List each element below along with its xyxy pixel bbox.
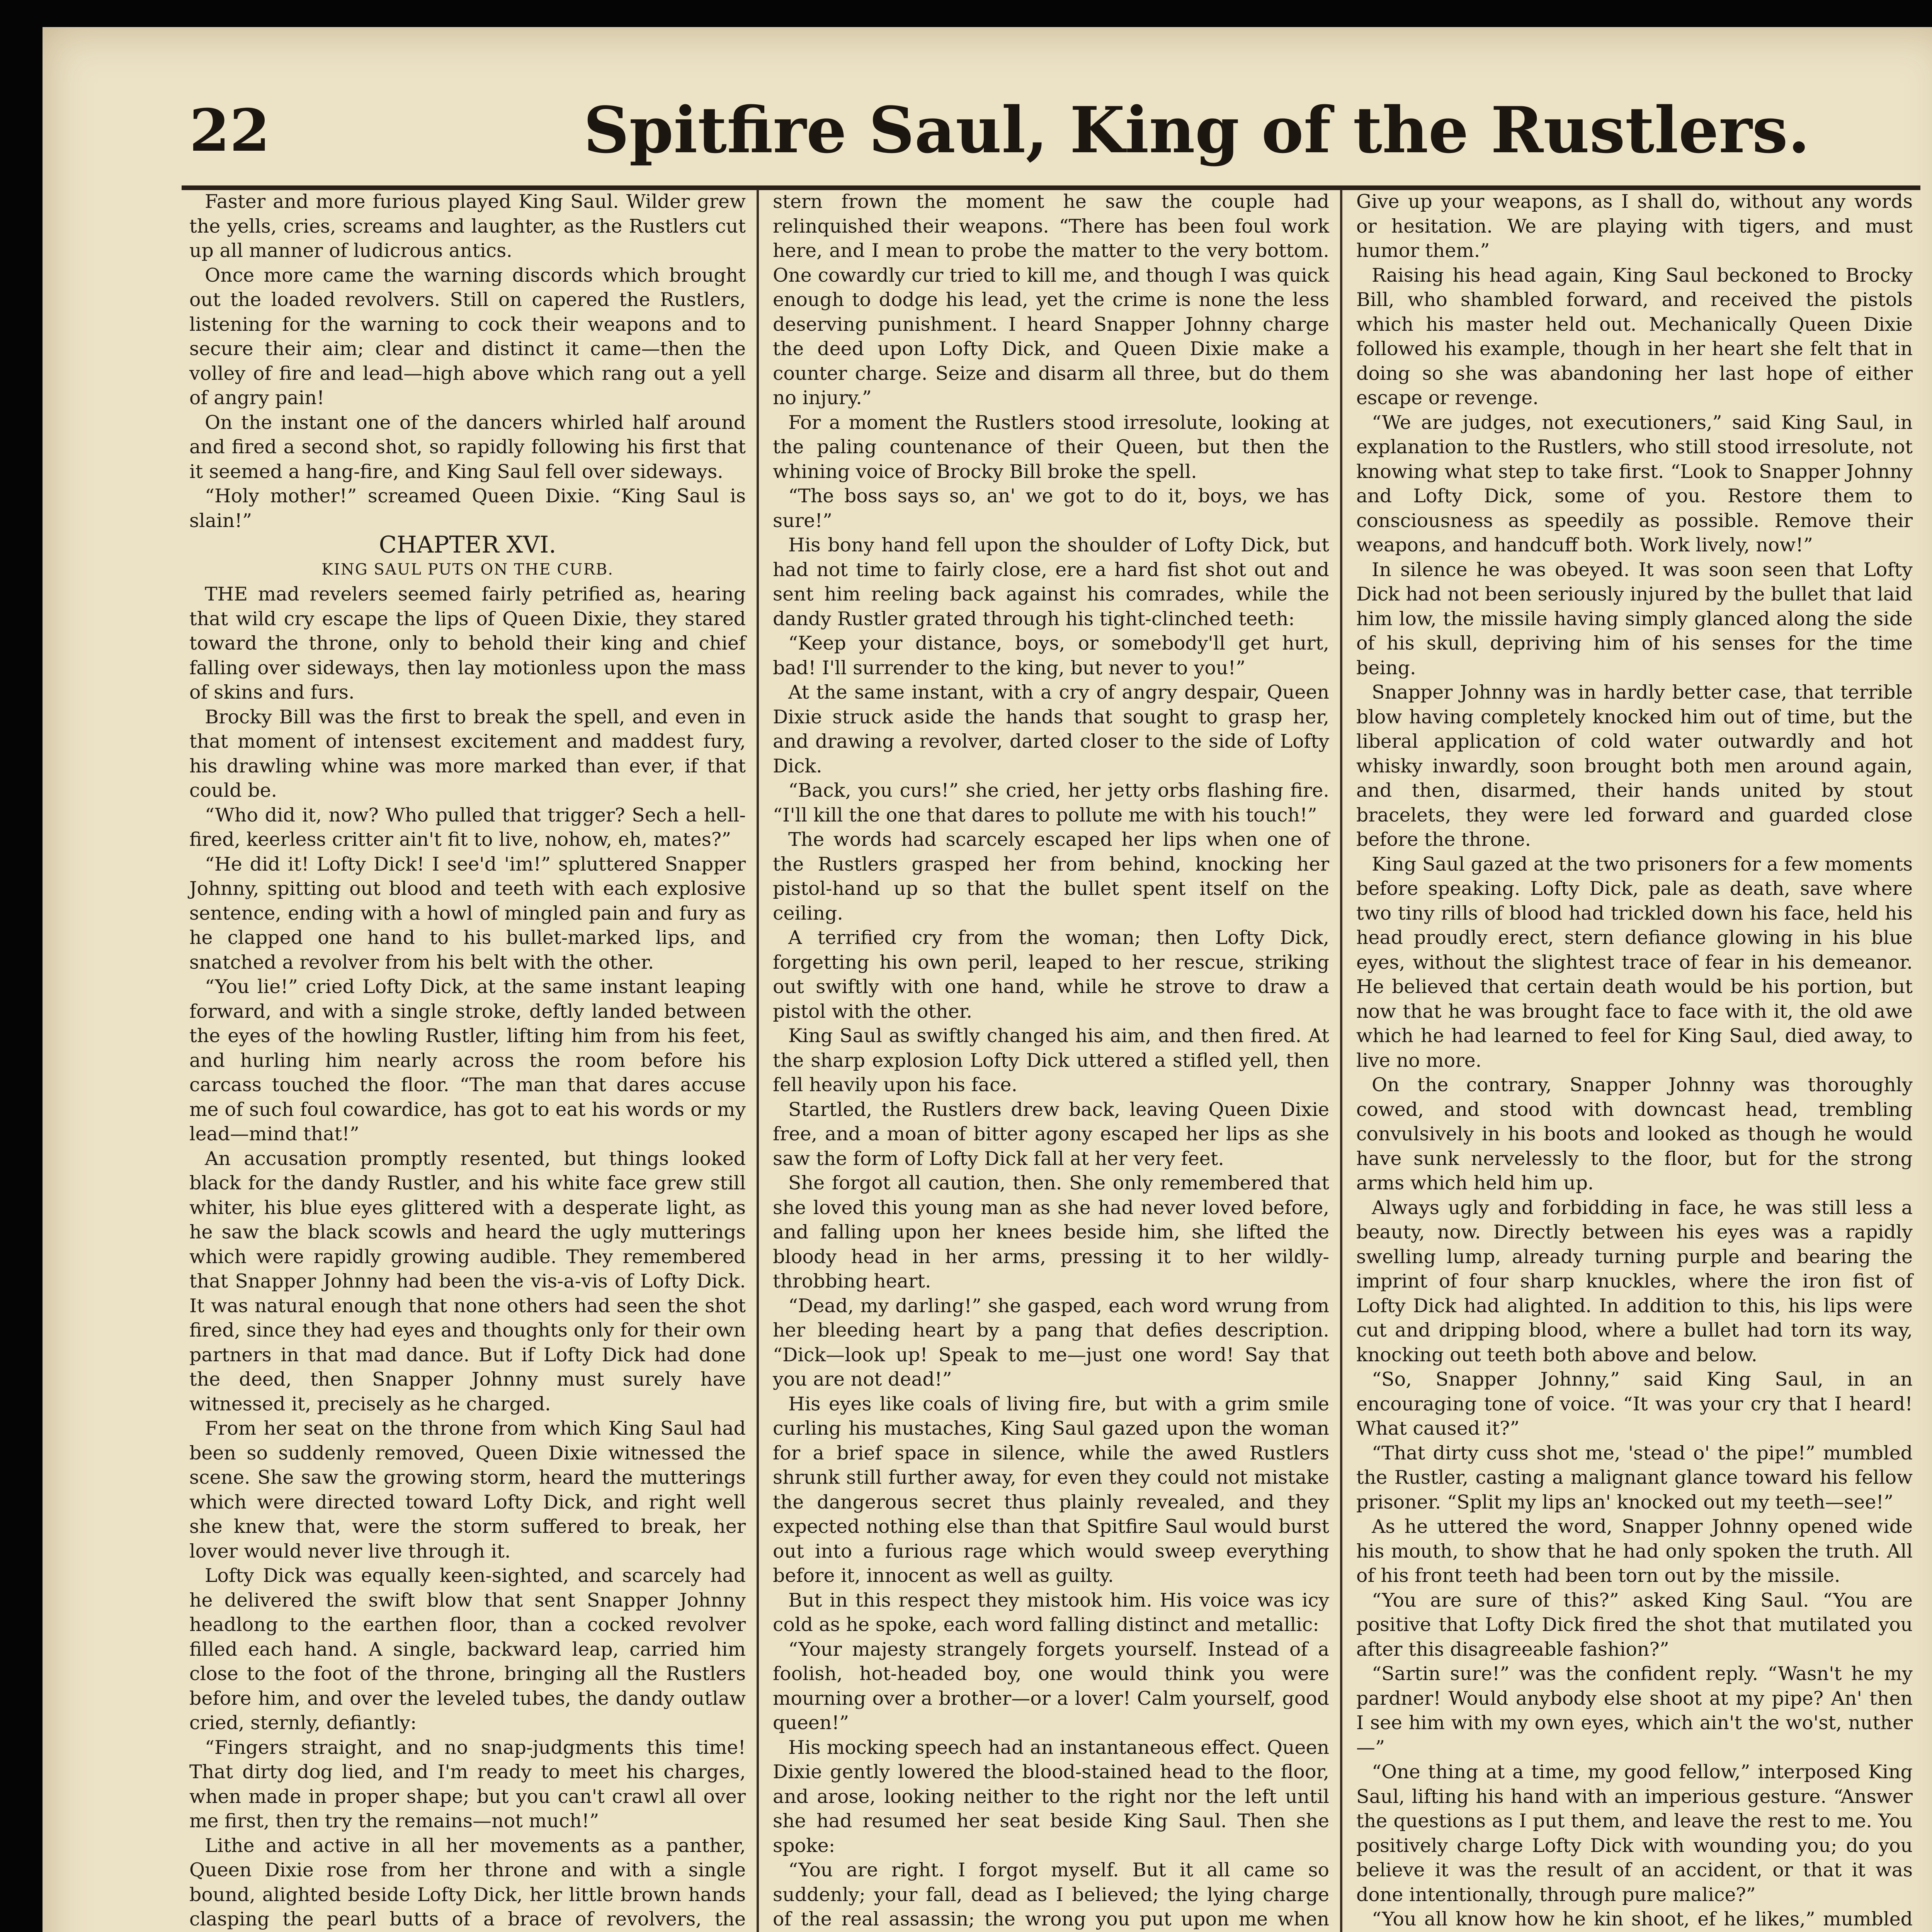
paragraph: For a moment the Rustlers stood irresolute, looking at the paling countenance of their Queen, but then the whining voice of Brocky Bill broke the spell. (773, 411, 1329, 483)
newspaper-page (43, 27, 1932, 1932)
text-column-1 (189, 189, 746, 1932)
paragraph: On the instant one of the dancers whirled half around and fired a second shot, so rapidly following his first that it seemed a hang-fire, and King Saul fell over sideways. (189, 411, 746, 483)
paragraph: His mocking speech had an instantaneous effect. Queen Dixie gently lowered the blood-stained head to the floor, and arose, looking neither to the right nor the left until she had resumed her seat beside King Saul. Then she spoke: (773, 1736, 1329, 1857)
paragraph: Lofty Dick was equally keen-sighted, and scarcely had he delivered the swift blow that sent Snapper Johnny headlong to the earthen floor, than a cocked revolver filled each hand. A single, backward leap, carried him close to the foot of the throne, bringing all the Rustlers before him, and over the leveled tubes, the dandy outlaw cried, sternly, defiantly: (189, 1565, 746, 1734)
paragraph: “You are sure of this?” asked King Saul. “You are positive that Lofty Dick fired the shot that mutilated you after this disagreeable fashion?” (1356, 1589, 1913, 1660)
paragraph: In silence he was obeyed. It was soon seen that Lofty Dick had not been seriously injured by the bullet that laid him low, the missile having simply glanced along the side of his skull, depriving him of his senses for the time being. (1356, 558, 1913, 679)
paragraph: “Your majesty strangely forgets yourself. Instead of a foolish, hot-headed boy, one would think you were mourning over a brother—or a lover! Calm yourself, good queen!” (773, 1638, 1329, 1734)
paragraph: “We are judges, not executioners,” said King Saul, in explanation to the Rustlers, who still stood irresolute, not knowing what step to take first. “Look to Snapper Johnny and Lofty Dick, some of you. Restore them to consciousness as speedily as possible. Remove their weapons, and handcuff both. Work lively, now!” (1356, 411, 1913, 556)
paragraph: The words had scarcely escaped her lips when one of the Rustlers grasped her from behind, knocking her pistol-hand up so that the bullet spent itself on the ceiling. (773, 828, 1329, 924)
paragraph: She forgot all caution, then. She only remembered that she loved this young man as she had never loved before, and falling upon her knees beside him, she lifted the bloody head in her arms, pressing it to her wildly-throbbing heart. (773, 1172, 1329, 1292)
page-header (43, 70, 1932, 167)
paragraph: At the same instant, with a cry of angry despair, Queen Dixie struck aside the hands that sought to grasp her, and drawing a revolver, darted closer to the side of Lofty Dick. (773, 681, 1329, 777)
paragraph: Faster and more furious played King Saul. Wilder grew the yells, cries, screams and laughter, as the Rustlers cut up all manner of ludicrous antics. (189, 190, 746, 262)
paragraph: Once more came the warning discords which brought out the loaded revolvers. Still on capered the Rustlers, listening for the warning to cock their weapons and to secure their aim; clear and distinct it came—then the volley of fire and lead—high above which rang out a yell of angry pain! (189, 264, 746, 409)
paragraph: His bony hand fell upon the shoulder of Lofty Dick, but had not time to fairly close, ere a hard fist shot out and sent him reeling back against his comrades, while the dandy Rustler grated through his tight-clinched teeth: (773, 534, 1329, 630)
paragraph: King Saul as swiftly changed his aim, and then fired. At the sharp explosion Lofty Dick uttered a stifled yell, then fell heavily upon his face. (773, 1025, 1329, 1096)
paragraph: Brocky Bill was the first to break the spell, and even in that moment of intensest excitement and maddest fury, his drawling whine was more marked than ever, if that could be. (189, 706, 746, 801)
paragraph: “Who did it, now? Who pulled that trigger? Sech a hell-fired, keerless critter ain't fit to live, nohow, eh, mates?” (189, 804, 746, 850)
paragraph: stern frown the moment he saw the couple had relinquished their weapons. “There has been foul work here, and I mean to probe the matter to the very bottom. One cowardly cur tried to kill me, and though I was quick enough to dodge his lead, yet the crime is none the less deserving punishment. I heard Snapper Johnny charge the deed upon Lofty Dick, and Queen Dixie make a counter charge. Seize and disarm all three, but do them no injury.” (773, 190, 1329, 409)
paragraph: “Fingers straight, and no snap-judgments this time! That dirty dog lied, and I'm ready to meet his charges, when made in proper shape; but you can't crawl all over me first, then try the remains—not much!” (189, 1736, 746, 1832)
text-column-3 (1356, 189, 1913, 1932)
paragraph: “One thing at a time, my good fellow,” interposed King Saul, lifting his hand with an imperious gesture. “Answer the questions as I put them, and leave the rest to me. You positively charge Lofty Dick with wounding you; do you believe it was the result of an accident, or that it was done intentionally, through pure malice?” (1356, 1761, 1913, 1906)
paragraph: From her seat on the throne from which King Saul had been so suddenly removed, Queen Dixie witnessed the scene. She saw the growing storm, heard the mutterings which were directed toward Lofty Dick, and right well she knew that, were the storm suffered to break, her lover would never live through it. (189, 1417, 746, 1562)
paragraph: “So, Snapper Johnny,” said King Saul, in an encouraging tone of voice. “It was your cry that I heard! What caused it?” (1356, 1368, 1913, 1439)
paragraph: As he uttered the word, Snapper Johnny opened wide his mouth, to show that he had only spoken the truth. All of his front teeth had been torn out by the missile. (1356, 1515, 1913, 1587)
paragraph: “You all know how he kin shoot, ef he likes,” mumbled (1372, 1908, 1913, 1930)
paragraph: King Saul gazed at the two prisoners for a few moments before speaking. Lofty Dick, pale as death, save where two tiny rills of blood had trickled down his face, held his head proudly erect, stern defiance glowing in his blue eyes, without the slightest trace of fear in his demeanor. He believed that certain death would be his portion, but now that he was brought face to face with it, the old awe which he had learned to feel for King Saul, died away, to live no more. (1356, 853, 1913, 1071)
paragraph: Lithe and active in all her movements as a panther, Queen Dixie rose from her throne and with a single bound, alighted beside Lofty Dick, her little brown hands clasping the pearl butts of a brace of revolvers, the (189, 1834, 746, 1930)
paragraph: “You are right. I forgot myself. But it all came so suddenly; your fall, dead as I believed; the lying charge of the real assassin; the wrong you put upon me when (773, 1859, 1329, 1930)
paragraph: “Keep your distance, boys, or somebody'll get hurt, bad! I'll surrender to the king, but never to you!” (773, 632, 1329, 679)
paragraph: “Holy mother!” screamed Queen Dixie. “King Saul is slain!” (189, 485, 746, 532)
paragraph: “The boss says so, an' we got to do it, boys, we has sure!” (773, 485, 1329, 532)
chapter-heading: CHAPTER XVI. (379, 531, 556, 558)
paragraph: But in this respect they mistook him. His voice was icy cold as he spoke, each word falling distinct and metallic: (773, 1589, 1329, 1636)
paragraph: “You lie!” cried Lofty Dick, at the same instant leaping forward, and with a single stroke, deftly landed between the eyes of the howling Rustler, lifting him from his feet, and hurling him nearly across the room before his carcass touched the floor. “The man that dares accuse me of such foul cowardice, has got to eat his words or my lead—mind that!” (189, 976, 746, 1145)
text-column-2 (773, 189, 1329, 1932)
paragraph: Raising his head again, King Saul beckoned to Brocky Bill, who shambled forward, and received the pistols which his master held out. Mechanically Queen Dixie followed his example, though in her heart she felt that in doing so she was abandoning her last hope of either escape or revenge. (1356, 264, 1913, 409)
paragraph: Snapper Johnny was in hardly better case, that terrible blow having completely knocked him out of time, but the liberal application of cold water outwardly and hot whisky inwardly, soon brought both men around again, and then, disarmed, their hands united by stout bracelets, they were led forward and guarded close before the throne. (1356, 681, 1913, 850)
paragraph: “Dead, my darling!” she gasped, each word wrung from her bleeding heart by a pang that defies description. “Dick—look up! Speak to me—just one word! Say that you are not dead!” (773, 1294, 1329, 1390)
paragraph: A terrified cry from the woman; then Lofty Dick, forgetting his own peril, leaped to her rescue, striking out swiftly with one hand, while he strove to draw a pistol with the other. (773, 927, 1329, 1022)
paragraph: Give up your weapons, as I shall do, without any words or hesitation. We are playing with tigers, and must humor them.” (1356, 190, 1913, 262)
column-divider (1340, 189, 1342, 1932)
paragraph: Always ugly and forbidding in face, he was still less a beauty, now. Directly between his eyes was a rapidly swelling lump, already turning purple and bearing the imprint of four sharp knuckles, where the iron fist of Lofty Dick had alighted. In addition to this, his lips were cut and dripping blood, where a bullet had torn its way, knocking out teeth both above and below. (1356, 1196, 1913, 1366)
page-number: 22 (189, 97, 270, 165)
paragraph: “Back, you curs!” she cried, her jetty orbs flashing fire. “I'll kill the one that dares to pollute me with his touch!” (773, 779, 1329, 826)
running-title: Spitfire Saul, King of the Rustlers. (583, 93, 1810, 167)
paragraph: An accusation promptly resented, but things looked black for the dandy Rustler, and his white face grew still whiter, his blue eyes glittered with a desperate light, as he saw the black scowls and heard the ugly mutterings which were rapidly growing audible. They remembered that Snapper Johnny had been the vis-a-vis of Lofty Dick. It was natural enough that none others had seen the shot fired, since they had eyes and thoughts only for their own partners in that mad dance. But if Lofty Dick had done the deed, then Snapper Johnny must surely have witnessed it, precisely as he charged. (189, 1147, 746, 1415)
paragraph: “He did it! Lofty Dick! I see'd 'im!” spluttered Snapper Johnny, spitting out blood and teeth with each explosive sentence, ending with a howl of mingled pain and fury as he clapped one hand to his bullet-marked lips, and snatched a revolver from his belt with the other. (189, 853, 746, 973)
paragraph: “Sartin sure!” was the confident reply. “Wasn't he my pardner! Would anybody else shoot at my pipe? An' then I see him with my own eyes, which ain't the wo'st, nuther—” (1356, 1663, 1913, 1759)
paragraph: On the contrary, Snapper Johnny was thoroughly cowed, and stood with downcast head, trembling convulsively in his boots and looked as though he would have sunk nervelessly to the floor, but for the strong arms which held him up. (1356, 1074, 1913, 1194)
column-divider (757, 189, 759, 1932)
paragraph: His eyes like coals of living fire, but with a grim smile curling his mustaches, King Saul gazed upon the woman for a brief space in silence, while the awed Rustlers shrunk still further away, for even they could not mistake the dangerous secret thus plainly revealed, and they expected nothing else than that Spitfire Saul would burst out into a furious rage which would sweep everything before it, innocent as well as guilty. (773, 1393, 1329, 1587)
paragraph: Startled, the Rustlers drew back, leaving Queen Dixie free, and a moan of bitter agony escaped her lips as she saw the form of Lofty Dick fall at her very feet. (773, 1098, 1329, 1170)
paragraph: THE mad revelers seemed fairly petrified as, hearing that wild cry escape the lips of Queen Dixie, they stared toward the throne, only to behold their king and chief falling over sideways, then lay motionless upon the mass of skins and furs. (189, 583, 746, 703)
chapter-subheading: KING SAUL PUTS ON THE CURB. (321, 560, 614, 578)
paragraph: “That dirty cuss shot me, 'stead o' the pipe!” mumbled the Rustler, casting a malignant glance toward his fellow prisoner. “Split my lips an' knocked out my teeth—see!” (1356, 1442, 1913, 1513)
